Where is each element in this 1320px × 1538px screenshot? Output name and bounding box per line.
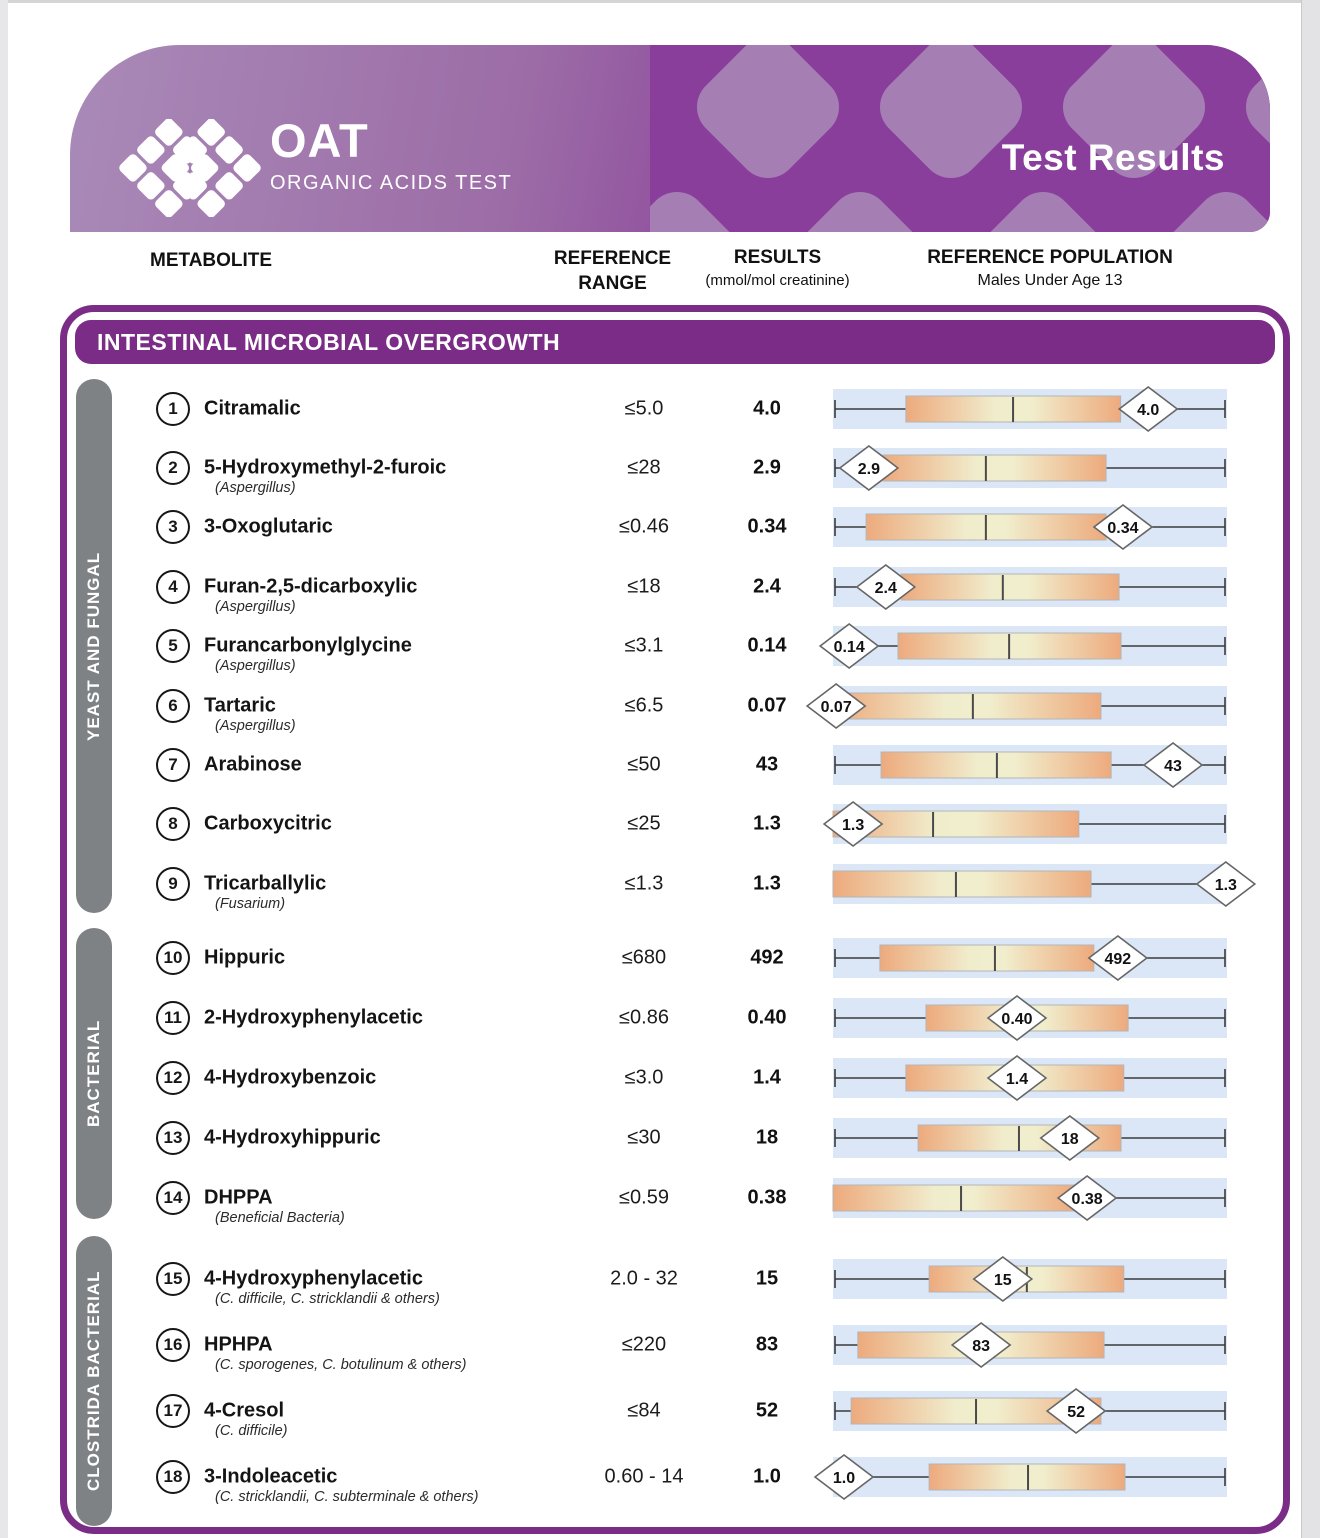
group-label: YEAST AND FUNGAL [84, 551, 103, 741]
result-value: 0.14 [747, 634, 787, 657]
reference-range-value: ≤220 [621, 1333, 667, 1356]
metabolite-subtitle: (Fusarium) [215, 895, 286, 912]
reference-line2: RANGE [578, 273, 647, 294]
metabolite-name: Furan-2,5-dicarboxylic [204, 575, 418, 598]
metabolite-row [67, 854, 1283, 913]
metabolite-row [67, 1312, 1283, 1378]
metabolite-name: Tricarballylic [204, 872, 327, 895]
metabolite-subtitle: (Aspergillus) [215, 717, 296, 734]
metabolite-subtitle: (C. sporogenes, C. botulinum & others) [215, 1356, 467, 1373]
metabolite-row [67, 498, 1283, 557]
reference-population-boxplot [793, 623, 1273, 669]
metabolite-row [67, 988, 1283, 1048]
population-sub-label: Males Under Age 13 [977, 272, 1123, 289]
reference-population-boxplot [793, 1388, 1273, 1434]
result-marker-value: 0.38 [1071, 1190, 1103, 1208]
result-value: 492 [750, 946, 784, 969]
reference-population-boxplot [793, 1115, 1273, 1161]
reference-range-value: ≤5.0 [624, 397, 664, 420]
oat-logo-icon [115, 119, 265, 217]
result-value: 0.40 [747, 1006, 787, 1029]
reference-population-boxplot [793, 935, 1273, 981]
result-marker-value: 0.07 [820, 698, 852, 716]
result-value: 83 [755, 1333, 779, 1356]
reference-range-value: ≤1.3 [624, 872, 664, 895]
section-title-bar [75, 320, 1275, 364]
row-number-badge: 11 [156, 1001, 190, 1035]
metabolite-row [67, 1246, 1283, 1312]
pattern-diamond [650, 180, 760, 232]
row-number-badge: 7 [156, 748, 190, 782]
row-number-badge: 10 [156, 941, 190, 975]
metabolite-row [67, 438, 1283, 497]
metabolite-name: 4-Cresol [204, 1399, 285, 1422]
result-value: 4.0 [753, 397, 781, 420]
reference-population-boxplot [793, 683, 1273, 729]
metabolite-subtitle: (Aspergillus) [215, 480, 296, 497]
result-marker-value: 83 [972, 1337, 991, 1355]
result-marker-value: 52 [1067, 1403, 1085, 1421]
reference-range-value: ≤0.46 [619, 515, 669, 538]
reference-population-boxplot [793, 564, 1273, 610]
result-value: 2.4 [753, 575, 781, 598]
metabolite-row [67, 1444, 1283, 1510]
result-value: 0.38 [747, 1186, 787, 1209]
reference-range-value: ≤30 [627, 1126, 661, 1149]
reference-range-value: 0.60 - 14 [604, 1465, 684, 1488]
reference-population-boxplot [793, 504, 1273, 550]
row-number-badge: 3 [156, 510, 190, 544]
group-label: CLOSTRIDA BACTERIAL [84, 1270, 103, 1491]
result-marker-value: 4.0 [1137, 401, 1160, 419]
metabolite-row [67, 676, 1283, 735]
row-number-badge: 18 [156, 1460, 190, 1494]
metabolite-name: Furancarbonylglycine [204, 634, 412, 657]
metabolite-row [67, 1048, 1283, 1108]
result-marker-value: 0.40 [1001, 1010, 1033, 1028]
reference-population-boxplot [793, 995, 1273, 1041]
metabolite-name: 2-Hydroxyphenylacetic [204, 1006, 423, 1029]
result-marker-value: 1.3 [1214, 876, 1237, 894]
report-banner [70, 45, 1270, 232]
logo-title: OAT [270, 114, 369, 167]
logo-subtitle: ORGANIC ACIDS TEST [270, 172, 513, 194]
metabolite-row [67, 1108, 1283, 1168]
result-value: 2.9 [753, 456, 781, 479]
reference-range-value: ≤28 [627, 456, 661, 479]
group-label: BACTERIAL [84, 1019, 103, 1127]
row-number-badge: 8 [156, 807, 190, 841]
metabolite-name: 5-Hydroxymethyl-2-furoic [204, 456, 447, 479]
row-number-badge: 2 [156, 451, 190, 485]
column-header-results [690, 246, 865, 292]
result-value: 43 [755, 753, 779, 776]
result-marker-value: 43 [1164, 758, 1182, 776]
page-edge-top [0, 0, 1320, 3]
row-number-badge: 13 [156, 1121, 190, 1155]
reference-range-value: ≤6.5 [624, 694, 664, 717]
page-edge-left [0, 0, 8, 1538]
reference-population-boxplot [793, 861, 1273, 907]
metabolite-group [67, 928, 1283, 1228]
result-value: 15 [755, 1267, 779, 1290]
column-header-reference-population [905, 246, 1195, 292]
metabolite-name: HPHPA [204, 1333, 273, 1356]
metabolite-row [67, 735, 1283, 794]
metabolite-subtitle: (C. difficile, C. stricklandii & others) [215, 1290, 440, 1307]
quartile-box [833, 693, 1101, 719]
reference-population-boxplot [793, 386, 1273, 432]
quartile-box [833, 871, 1091, 897]
reference-range-value: ≤3.1 [624, 634, 664, 657]
metabolite-name: DHPPA [204, 1186, 273, 1209]
row-number-badge: 16 [156, 1328, 190, 1362]
reference-population-boxplot [793, 742, 1273, 788]
row-number-badge: 17 [156, 1394, 190, 1428]
row-number-badge: 9 [156, 867, 190, 901]
result-marker-value: 2.4 [874, 579, 897, 597]
result-value: 18 [755, 1126, 779, 1149]
result-marker-value: 15 [993, 1271, 1012, 1289]
reference-range-value: 2.0 - 32 [610, 1267, 678, 1290]
metabolite-name: 3-Indoleacetic [204, 1465, 338, 1488]
result-marker-value: 2.9 [857, 461, 880, 479]
result-value: 1.3 [753, 812, 781, 835]
row-number-badge: 4 [156, 570, 190, 604]
reference-population-boxplot [793, 1055, 1273, 1101]
pattern-diamond [1234, 45, 1270, 190]
row-number-badge: 6 [156, 689, 190, 723]
column-header-metabolite: METABOLITE [150, 250, 273, 271]
result-marker-value: 18 [1060, 1130, 1079, 1148]
results-label: RESULTS [733, 247, 822, 268]
reference-population-boxplot [793, 1256, 1273, 1302]
metabolite-name: Carboxycitric [204, 812, 332, 835]
reference-range-value: ≤0.86 [619, 1006, 669, 1029]
reference-range-value: ≤25 [627, 812, 661, 835]
reference-range-value: ≤0.59 [619, 1186, 669, 1209]
metabolite-name: Tartaric [204, 694, 276, 717]
row-number-badge: 14 [156, 1181, 190, 1215]
page-edge-right [1301, 0, 1320, 1538]
metabolite-name: Arabinose [204, 753, 302, 776]
reference-population-boxplot [793, 1175, 1273, 1221]
reference-range-value: ≤18 [627, 575, 661, 598]
metabolite-subtitle: (C. stricklandii, C. subterminale & others) [215, 1488, 479, 1505]
metabolite-groups [67, 379, 1283, 1510]
section-title: INTESTINAL MICROBIAL OVERGROWTH [97, 328, 561, 355]
metabolite-row [67, 379, 1283, 438]
metabolite-name: 3-Oxoglutaric [204, 515, 333, 538]
population-label: REFERENCE POPULATION [927, 247, 1173, 268]
reference-range-value: ≤3.0 [624, 1066, 664, 1089]
metabolite-row [67, 1378, 1283, 1444]
metabolite-group [67, 379, 1283, 914]
quartile-box [833, 1185, 1076, 1211]
metabolite-subtitle: (Aspergillus) [215, 598, 296, 615]
metabolite-name: 4-Hydroxybenzoic [204, 1066, 377, 1089]
row-number-badge: 15 [156, 1262, 190, 1296]
metabolite-group [67, 1236, 1283, 1510]
result-marker-value: 0.34 [1107, 520, 1139, 538]
quartile-box [880, 945, 1094, 971]
metabolite-name: 4-Hydroxyphenylacetic [204, 1267, 423, 1290]
results-unit: (mmol/mol creatinine) [705, 272, 850, 289]
pattern-diamond [685, 45, 852, 190]
metabolite-name: 4-Hydroxyhippuric [204, 1126, 381, 1149]
banner-title: Test Results [1001, 137, 1225, 178]
result-value: 0.34 [747, 515, 787, 538]
reference-population-boxplot [793, 1454, 1273, 1500]
pattern-diamond [960, 180, 1127, 232]
result-value: 1.0 [753, 1465, 781, 1488]
metabolite-name: Hippuric [204, 946, 286, 969]
metabolite-subtitle: (Aspergillus) [215, 658, 296, 675]
column-header-reference-range [540, 246, 685, 296]
result-marker-value: 0.14 [833, 639, 865, 657]
pattern-diamond [1143, 180, 1270, 232]
metabolite-row [67, 617, 1283, 676]
metabolite-subtitle: (C. difficile) [215, 1422, 288, 1439]
reference-population-boxplot [793, 801, 1273, 847]
result-marker-value: 492 [1104, 950, 1132, 968]
quartile-box [883, 455, 1106, 481]
result-marker-value: 1.3 [841, 817, 865, 835]
results-panel [60, 305, 1290, 1534]
quartile-box [901, 574, 1119, 600]
metabolite-name: Citramalic [204, 397, 301, 420]
row-number-badge: 12 [156, 1061, 190, 1095]
result-marker-value: 1.0 [832, 1469, 856, 1487]
result-value: 52 [755, 1399, 779, 1422]
result-value: 1.4 [753, 1066, 781, 1089]
pattern-diamond [777, 180, 944, 232]
reference-range-value: ≤680 [621, 946, 667, 969]
metabolite-row [67, 795, 1283, 854]
reference-range-value: ≤50 [627, 753, 661, 776]
reference-population-boxplot [793, 445, 1273, 491]
result-marker-value: 1.4 [1005, 1070, 1029, 1088]
reference-range-value: ≤84 [627, 1399, 661, 1422]
reference-population-boxplot [793, 1322, 1273, 1368]
metabolite-row [67, 1168, 1283, 1228]
reference-line1: REFERENCE [553, 248, 672, 269]
result-value: 0.07 [747, 694, 787, 717]
metabolite-subtitle: (Beneficial Bacteria) [215, 1209, 345, 1226]
row-number-badge: 1 [156, 392, 190, 426]
result-value: 1.3 [753, 872, 781, 895]
metabolite-row [67, 928, 1283, 988]
metabolite-row [67, 557, 1283, 616]
row-number-badge: 5 [156, 629, 190, 663]
